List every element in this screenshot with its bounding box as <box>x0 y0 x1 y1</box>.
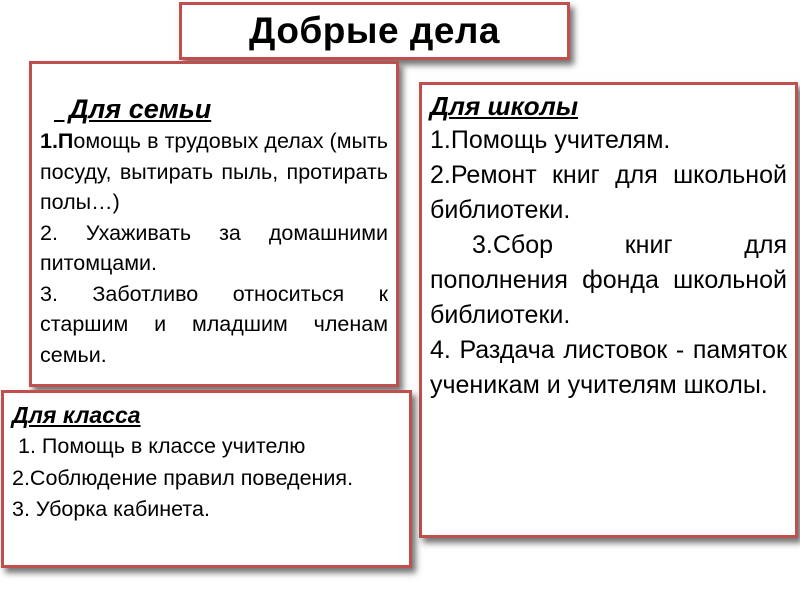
school-item-3: 3.Сбор книг для пополнения фонда школьной библиотеки. <box>430 231 787 329</box>
class-section <box>1 390 412 568</box>
class-heading: Для класса <box>12 402 141 428</box>
title-box <box>179 2 570 60</box>
class-item-2: 2.Соблюдение правил поведения. <box>12 465 354 490</box>
class-item-1: 1. Помощь в классе учителю <box>18 434 306 458</box>
school-section <box>419 82 798 538</box>
school-item-4: 4. Раздача листовок - памяток ученикам и учителям школы. <box>430 336 787 399</box>
page-title: Добрые дела <box>249 10 500 51</box>
family-heading: Для семьи <box>54 94 212 124</box>
class-item-3: 3. Уборка кабинета. <box>12 497 210 521</box>
family-item-1-text: омощь в трудовых делах (мыть посуду, вытирать пыль, протирать полы…) <box>40 129 388 214</box>
family-item-1-number: 1.П <box>40 129 74 153</box>
school-heading: Для школы <box>430 91 579 121</box>
family-item-3: 3. Заботливо относиться к старшим и младшим членам семьи. <box>40 281 388 367</box>
family-item-2: 2. Ухаживать за домашними питомцами. <box>40 220 388 275</box>
school-item-2: 2.Ремонт книг для школьной библиотеки. <box>430 161 787 224</box>
family-section <box>29 61 399 387</box>
school-item-1: 1.Помощь учителям. <box>430 126 671 154</box>
family-item-1 <box>40 126 388 218</box>
